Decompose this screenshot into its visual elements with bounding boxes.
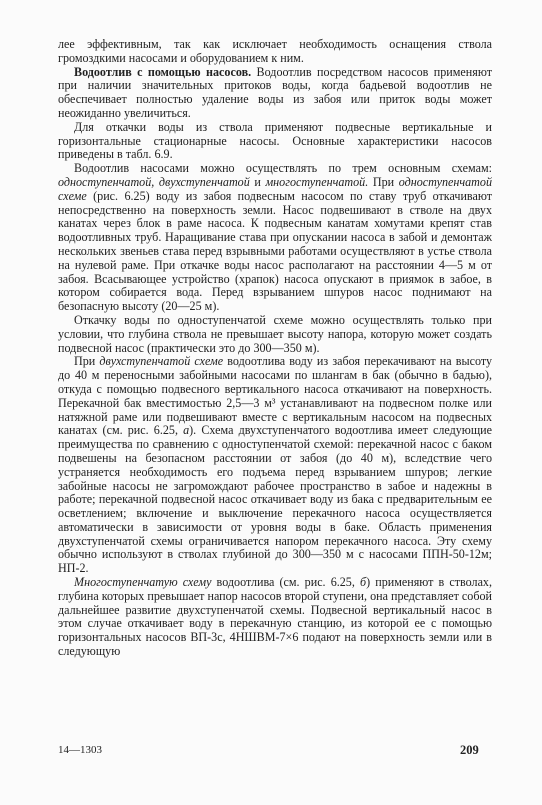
paragraph-7-text-1: водоотлива (см. рис. 6.25, bbox=[211, 575, 360, 590]
page-body bbox=[58, 38, 492, 659]
paragraph-5 bbox=[58, 314, 492, 355]
paragraph-6-text-1: При bbox=[74, 354, 100, 369]
paragraph-4-text-2: и bbox=[249, 174, 266, 189]
paragraph-1 bbox=[58, 38, 492, 66]
paragraph-2-text: Водоотлив посредством насосов применяют при наличии значительных притоков воды, когда бадьевой водоотлив не обеспечивает полностью удаление воды из забоя или приток воды может неожиданно увеличиться. bbox=[58, 64, 492, 120]
paragraph-7 bbox=[58, 576, 492, 659]
paragraph-7-italic-2: б bbox=[360, 575, 367, 590]
page-number: 209 bbox=[460, 743, 479, 757]
paragraph-6-text-3: ). Схема двухступенчатого водоотлива имеет следующие преимущества по сравнению с одноступенчатой схемой: перекачной насос с баком подвешены на безопасном расстоянии от забоя (до 40 м), вследствие чего устраняется необходимость его подъема перед взрыванием шпуров; легкие забойные насосы не загромождают рабочее пространство в забое и надежны в работе; перекачной подвесной насос откачивает воду из бака с предварительным ее осветлением; включение и выключение перекачного насоса осуществляется автоматически в зависимости от уровня воды в баке. Область применения двухступенчатой схемы ограничивается напором перекачного насоса. Эту схему обычно используют в стволах глубиной до 300—350 м с насосами ППН-50-12м; НП-2. bbox=[58, 423, 492, 576]
paragraph-1-text: лее эффективным, так как исключает необходимость оснащения ствола громоздкими насосами и оборудованием к ним. bbox=[58, 37, 492, 65]
paragraph-3 bbox=[58, 121, 492, 162]
paragraph-4-italic-3: одноступенчатой схеме bbox=[58, 174, 492, 203]
paragraph-4 bbox=[58, 162, 492, 314]
paragraph-6 bbox=[58, 355, 492, 576]
paragraph-4-italic-1: одноступенчатой, двухступенчатой bbox=[58, 174, 250, 189]
printer-signature: 14—1303 bbox=[58, 744, 102, 756]
paragraph-6-italic-1: двухступенчатой схеме bbox=[99, 354, 224, 369]
paragraph-4-text-4: (рис. 6.25) воду из забоя подвесным насосом по ставу труб откачивают непосредственно на поверхность земли. Насос подвешивают в стволе на двух канатах через блок в раме насоса. К подвесным канатам хомутами крепят став водоотливных труб. Наращивание става при опускании насоса в забой и демонтаж нескольких звеньев става перед взрывными работами осуществляют в устье ствола на нулевой раме. При откачке воды насос располагают на расстоянии 4—5 м от забоя. Всасывающее устройство (храпок) насоса опускают в приямок в забое, в котором собирается вода. Перед взрыванием шпуров насос поднимают на безопасную высоту (20—25 м). bbox=[58, 188, 492, 314]
paragraph-4-text-3: При bbox=[368, 174, 399, 189]
paragraph-5-text: Откачку воды по одноступенчатой схеме можно осуществлять только при условии, что глубина ствола не превышает высоту напора, которую может создать подвесной насос (практически это до 300—350 м). bbox=[58, 312, 492, 355]
paragraph-7-text-2: ) применяют в стволах, глубина которых превышает напор насосов второй ступени, она представляет собой дальнейшее развитие двухступенчатой схемы. Подвесной вертикальный насос в этом случае откачивает воду в перекачную станцию, из которой ее с помощью горизонтальных насосов ВП-3с, 4НШВМ-7×6 подают на поверхность земли или в следующую bbox=[58, 575, 493, 659]
paragraph-4-text-1: Водоотлив насосами можно осуществлять по трем основным схемам: bbox=[74, 161, 492, 176]
paragraph-6-text-2: водоотлива воду из забоя перекачивают на высоту до 40 м переносными забойными насосами по шлангам в бак (обычно в бадью), откуда с помощью подвесного вертикального насоса откачивают на поверхность. Перекачной бак вместимостью 2,5—3 м³ устанавливают на подвесном полке или натяжной раме или подвешивают вместе с вертикальным насосом на подвесных канатах (см. рис. 6.25, bbox=[58, 354, 493, 438]
paragraph-6-italic-2: а bbox=[183, 423, 190, 438]
section-heading: Водоотлив с помощью насосов. bbox=[74, 64, 252, 79]
paragraph-4-italic-2: многоступенчатой. bbox=[265, 174, 369, 189]
paragraph-3-text: Для откачки воды из ствола применяют подвесные вертикальные и горизонтальные стационарные насосы. Основные характеристики насосов приведены в табл. 6.9. bbox=[58, 119, 492, 162]
paragraph-7-italic-1: Многоступенчатую схему bbox=[74, 575, 212, 590]
paragraph-2 bbox=[58, 66, 492, 121]
